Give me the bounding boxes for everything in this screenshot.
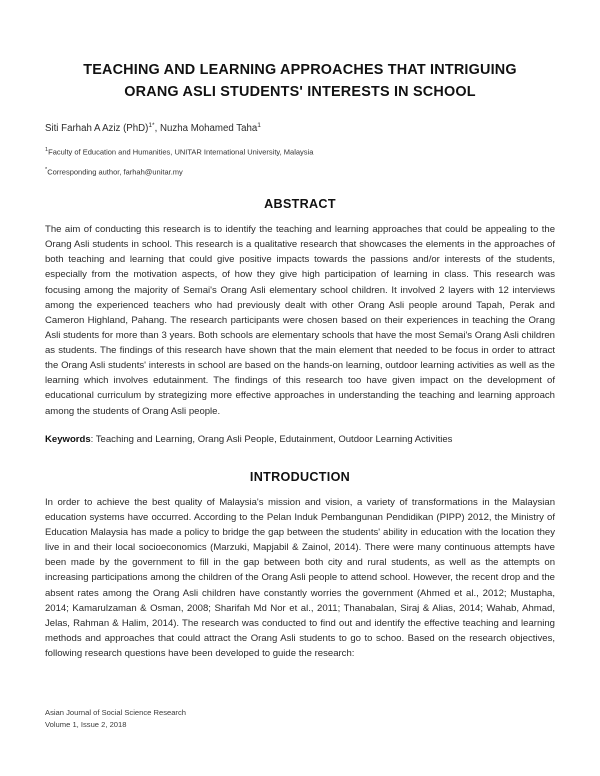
keywords-line <box>45 432 555 447</box>
affiliation-marker: 1 <box>45 146 49 153</box>
author-name-1: Siti Farhah A Aziz (PhD) <box>45 123 149 135</box>
title-line-1: TEACHING AND LEARNING APPROACHES THAT INTRIGUING <box>83 62 517 78</box>
paper-content-column <box>45 0 555 661</box>
affiliation-text: Faculty of Education and Humanities, UNITAR International University, Malaysia <box>48 147 314 157</box>
corresponding-marker: * <box>45 167 48 174</box>
abstract-heading: ABSTRACT <box>264 197 336 212</box>
abstract-body: The aim of conducting this research is to identify the teaching and learning approaches that could be appealing to the Orang Asli students in school. This research is a qualitative research that showcases the elements in the approaches of both teaching and learning that could give positive impacts towards the passions and/or interests of the students, especially from the motivation aspects, of how they give high participation of learning in class. This research was focusing among the majority of Semai's Orang Asli elementary school children. It involved 2 layers with 12 interviews among the experienced teachers who had previously dealt with other Orang Asli people around Tapah, Perak and Cameron Highland, Pahang. The research participants were chosen based on their experiences in teaching the Orang Asli students for more than 3 years. Both schools are elementary schools that have the most Semai's Orang Asli children as students. The findings of this research have shown that the main element that needed to be focus in order to attract the Orang Asli students' interests in school are based on the hands-on learning, outdoor learning activities as well as the learning which involves edutainment. The findings of this research too have given impact on the development of educational curriculum by strategizing more effective approaches in understanding the teaching and learning approach among the students of Orang Asli people. <box>45 224 555 417</box>
introduction-body: In order to achieve the best quality of Malaysia's mission and vision, a variety of transformations in the Malaysian education systems have occurred. According to the Pelan Induk Pembangunan Pendidikan (PIPP) 2012, the Ministry of Education Malaysia has made a policy to bridge the gap between the students' ability in education with the location they live in and their local socioeconomics (Marzuki, Mapjabil & Zainol, 2014). There were many continuous attempts have been made by the government to fill in the gap between both city and rural students, as well as the attempts on increasing participations among the children of the Orang Asli people to attend school. However, the recent drop and the absent rates among the Orang Asli children have constantly worries the government (Ahmed et al., 2012; Mustapha, 2014; Kamarulzaman & Osman, 2008; Sharifah Md Nor et al., 2011; Thanabalan, Siraj & Alias, 2014; Wahab, Ahmad, Jelas, Rahman & Halim, 2014). The research was conducted to find out and identify the effective teaching and learning methods and approaches that could attract the Orang Asli students to go to schoo. Based on the research objectives, following research questions have been developed to guide the research: <box>45 496 555 660</box>
introduction-heading: INTRODUCTION <box>249 469 351 484</box>
title-line-2: ORANG ASLI STUDENTS' INTERESTS IN SCHOOL <box>124 83 476 100</box>
page-title <box>45 60 555 104</box>
corresponding-author-text: Corresponding author, farhah@unitar.my <box>47 167 183 177</box>
author-name-2: Nuzha Mohamed Taha <box>160 123 258 135</box>
keywords-value: Teaching and Learning, Orang Asli People, Edutainment, Outdoor Learning Activities <box>95 433 453 445</box>
author-2-affiliation-marker: 1 <box>257 121 261 129</box>
corresponding-author-line <box>45 166 555 178</box>
author-separator: , <box>154 123 160 135</box>
page-footer <box>45 707 186 732</box>
affiliation-line <box>45 146 555 158</box>
keywords-label: Keywords <box>45 433 91 445</box>
keywords-separator: : <box>90 433 96 445</box>
footer-journal-name: Asian Journal of Social Science Research <box>45 708 186 717</box>
footer-issue-info: Volume 1, Issue 2, 2018 <box>45 720 127 730</box>
author-1-affiliation-marker: 1* <box>148 121 155 129</box>
author-list <box>45 121 555 137</box>
